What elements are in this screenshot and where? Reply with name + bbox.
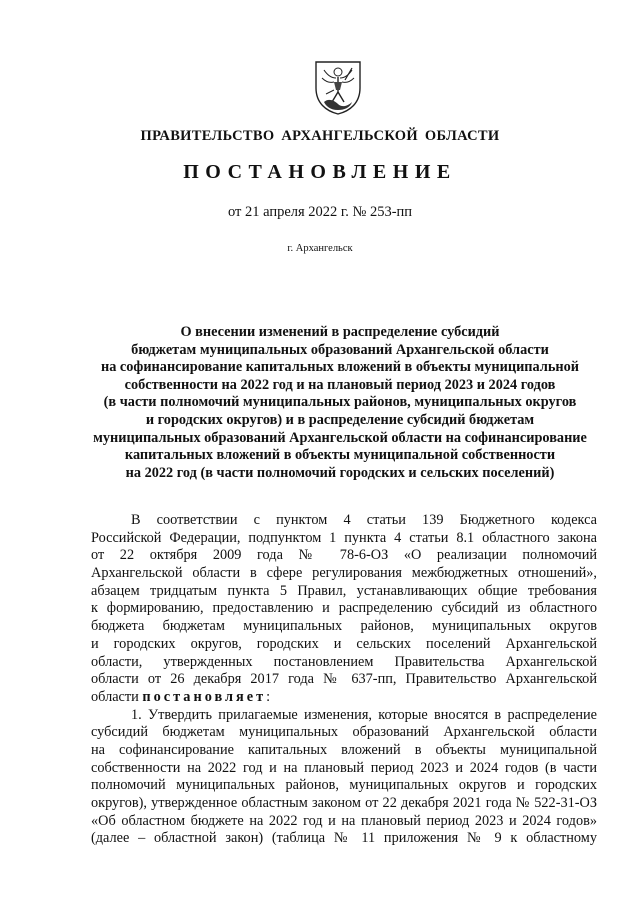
item-1-line: (далее – областной закон) (таблица № 11 приложения № 9 к областному — [91, 830, 597, 847]
preamble-line: В соответствии с пунктом 4 статьи 139 Бюджетного кодекса — [131, 512, 597, 528]
title-line: и городских округов) и в распределение субсидий бюджетам — [145, 411, 535, 428]
item-1-line: полномочий муниципальных районов, муниципальных округов и городских — [91, 777, 597, 794]
document-date-number: от 21 апреля 2022 г. № 253-пп — [227, 204, 413, 220]
preamble-line: бюджета бюджетам муниципальных районов, муниципальных округов — [91, 618, 597, 635]
item-1-line: субсидий бюджетам муниципальных образований Архангельской области — [91, 724, 597, 741]
preamble-line: от 22 октября 2009 года № 78-6-ОЗ «О реализации полномочий — [91, 547, 597, 564]
item-1-line: на софинансирование капитальных вложений в объекты муниципальной — [91, 741, 597, 758]
preamble-line: к формированию, предоставлению и распределению субсидий из областного — [91, 600, 597, 617]
coat-of-arms-icon — [312, 58, 364, 116]
preamble-line: Российской Федерации, подпунктом 1 пункта 4 статьи 8.1 областного закона — [91, 529, 597, 546]
document-body — [91, 512, 597, 848]
title-line: бюджетам муниципальных образований Архангельской области — [131, 341, 549, 358]
item-1-line: собственности на 2022 год и на плановый период 2023 и 2024 годов (в части — [91, 759, 597, 776]
title-line: собственности на 2022 год и на плановый период 2023 и 2024 годов — [124, 376, 556, 393]
item-1-line: 1. Утвердить прилагаемые изменения, которые вносятся в распределение — [131, 706, 597, 723]
title-line: на 2022 год (в части полномочий городских и сельских поселений) — [125, 464, 555, 481]
resolution-verb: постановляет — [142, 688, 267, 705]
authority-name: ПРАВИТЕЛЬСТВО АРХАНГЕЛЬСКОЙ ОБЛАСТИ — [140, 128, 500, 144]
preamble-line: области от 26 декабря 2017 года № 637-пп, Правительство Архангельской — [91, 671, 597, 688]
preamble-line: абзацем тридцатым пункта 5 Правил, устанавливающих общие требования — [91, 582, 597, 599]
preamble-line: области, утвержденных постановлением Правительства Архангельской — [91, 653, 597, 670]
item-1-line: округов), утвержденное областным законом от 22 декабря 2021 года № 522-31-ОЗ — [91, 795, 597, 811]
title-line: на софинансирование капитальных вложений в объекты муниципальной — [100, 359, 580, 376]
title-line: О внесении изменений в распределение субсидий — [180, 324, 500, 340]
preamble-prefix: области — [91, 688, 139, 705]
title-line: капитальных вложений в объекты муниципальной собственности — [124, 447, 556, 464]
document-title — [70, 324, 610, 482]
preamble-last-line — [91, 689, 597, 707]
document-city: г. Архангельск — [287, 243, 353, 254]
title-line: (в части полномочий муниципальных районов, муниципальных округов — [103, 394, 577, 411]
item-1-line: «Об областном бюджете на 2022 год и на плановый период 2023 и 2024 годов» — [91, 812, 597, 829]
title-line: муниципальных образований Архангельской области на софинансирование — [93, 429, 587, 446]
preamble-suffix: : — [266, 688, 271, 705]
preamble-line: и городских округов, городских и сельских поселений Архангельской — [91, 635, 597, 652]
document-type: ПОСТАНОВЛЕНИЕ — [183, 161, 457, 183]
preamble-line: Архангельской области в сфере регулирования межбюджетных отношений», — [91, 565, 597, 582]
